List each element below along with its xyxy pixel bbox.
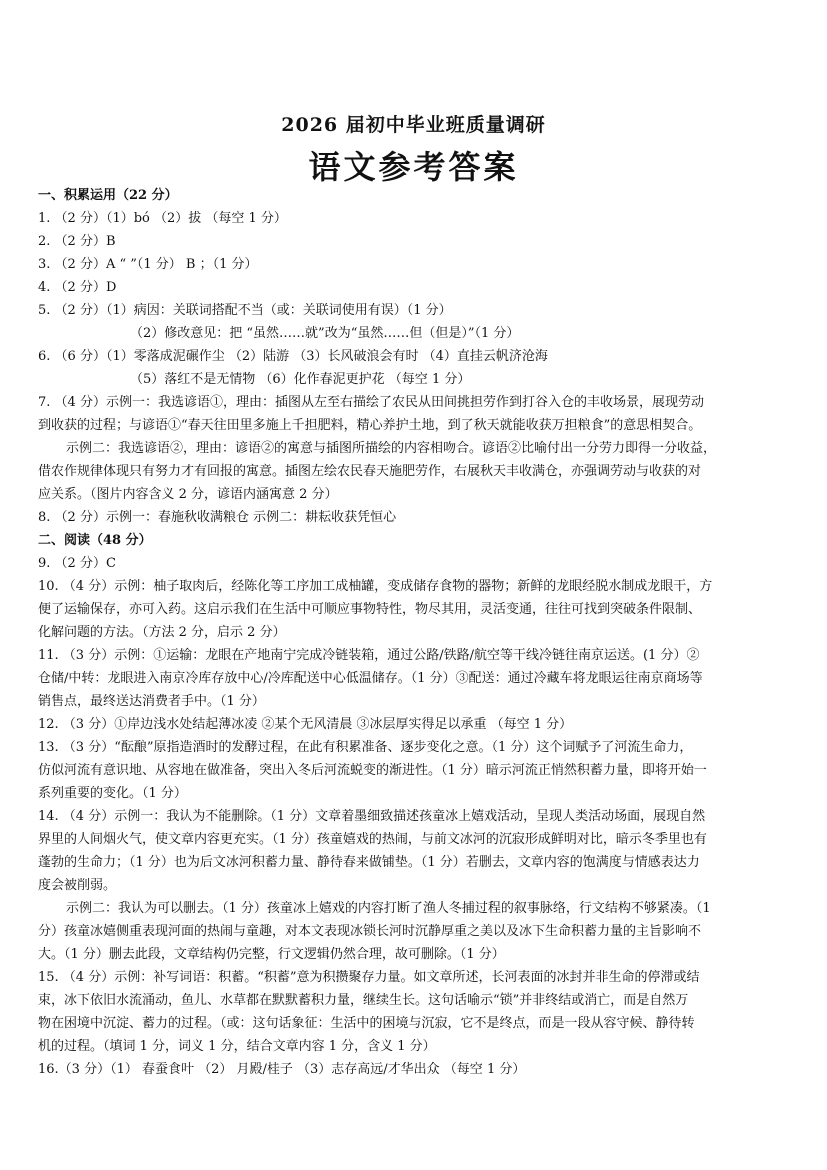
- answer-line: （2）修改意见：把 “虽然……就”改为“虽然……但（但是）”（1 分）: [130, 326, 520, 341]
- answer-line: 7. （4 分）示例一：我选谚语①，理由：插图从左至右描绘了农民从田间挑担劳作到打谷入仓的丰收场景，展现劳动: [38, 395, 704, 410]
- answer-line: 2. （2 分）B: [38, 234, 116, 249]
- answer-line: 束，冰下依旧水流涌动，鱼儿、水草都在默默蓄积力量，继续生长。这句话喻示“锁”并非终结或消亡，而是自然万: [38, 993, 689, 1008]
- answer-line: （5）落红不是无情物 （6）化作春泥更护花 （每空 1 分）: [130, 372, 471, 387]
- answer-line: 13. （3 分）“酝酿”原指造酒时的发酵过程，在此有积累准备、逐步变化之意。（1 分）这个词赋予了河流生命力，: [38, 740, 693, 755]
- answer-line: 化解问题的方法。（方法 2 分，启示 2 分）: [38, 625, 286, 640]
- answer-line: 9. （2 分）C: [38, 556, 116, 571]
- answer-line: 4. （2 分）D: [38, 280, 117, 295]
- answer-line: 5. （2 分）（1）病因：关联词搭配不当（或：关联词使用有误）（1 分）: [38, 303, 452, 318]
- answer-line: 分）孩童冰嬉侧重表现河面的热闹与童趣，对本文表现冰锁长河时沉静厚重之美以及冰下生命积蓄力量的主旨影响不: [38, 924, 702, 939]
- answer-line: 物在困境中沉淀、蓄力的过程。（或：这句话象征：生活中的困境与沉寂，它不是终点，而是一段从容守候、静待转: [38, 1016, 695, 1031]
- answer-line: 示例二：我选谚语②，理由：谚语②的寓意与插图所描绘的内容相吻合。谚语②比喻付出一分劳力即得一分收益，: [66, 441, 717, 456]
- answer-line: 8. （2 分）示例一：春施秋收满粮仓 示例二：耕耘收获凭恒心: [38, 510, 397, 525]
- answer-line: 3. （2 分）A “ ”（1 分） B ；（1 分）: [38, 257, 258, 272]
- answer-line: 度会被削弱。: [38, 878, 117, 893]
- answer-line: 6. （6 分）（1）零落成泥碾作尘 （2）陆游 （3）长风破浪会有时 （4）直挂云帆济沧海: [38, 349, 548, 364]
- answer-line: 系列重要的变化。（1 分）: [38, 786, 187, 801]
- answer-line: 16.（3 分）（1） 春蚕食叶 （2） 月殿/桂子 （3）志存高远/才华出众 （每空 1 分）: [38, 1062, 526, 1077]
- answer-line: 大。（1 分）删去此段，文章结构仍完整，行文逻辑仍然合理，故可删除。（1 分）: [38, 947, 505, 962]
- section-heading: 二、阅读（48 分）: [38, 533, 152, 548]
- answer-line: 1. （2 分）（1）bó （2）拔 （每空 1 分）: [38, 211, 287, 226]
- answer-line: 机的过程。（填词 1 分，词义 1 分，结合文章内容 1 分，含义 1 分）: [38, 1039, 436, 1054]
- answer-line: 应关系。（图片内容含义 2 分，谚语内涵寓意 2 分）: [38, 487, 338, 502]
- answer-line: 借农作规律体现只有努力才有回报的寓意。插图左绘农民春天施肥劳作，右展秋天丰收满仓，亦强调劳动与收获的对: [38, 464, 702, 479]
- answer-line: 仓储/中转：龙眼进入南京冷库存放中心/冷库配送中心低温储存。（1 分）③配送：通过冷藏车将龙眼运往南京商场等: [38, 671, 703, 686]
- answer-line: 仿似河流有意识地、从容地在做准备，突出入冬后河流蜕变的渐进性。（1 分）暗示河流正悄然积蓄力量，即将开始一: [38, 763, 707, 778]
- answer-line: 蓬勃的生命力；（1 分）也为后文冰河积蓄力量、静待春来做铺垫。（1 分）若删去，文章内容的饱满度与情感表达力: [38, 855, 700, 870]
- answer-line: 11. （3 分）示例：①运输：龙眼在产地南宁完成冷链装箱，通过公路/铁路/航空等干线冷链往南京运送。(1 分）②: [38, 648, 700, 663]
- answer-line: 示例二：我认为可以删去。（1 分）孩童冰上嬉戏的内容打断了渔人冬捕过程的叙事脉络，行文结构不够紧凑。（1: [66, 901, 711, 916]
- answer-line: 12. （3 分）①岸边浅水处结起薄冰凌 ②某个无风清晨 ③冰层厚实得足以承重 （每空 1 分）: [38, 717, 573, 732]
- answer-line: 界里的人间烟火气，使文章内容更充实。（1 分）孩童嬉戏的热闹，与前文冰河的沉寂形成鲜明对比，暗示冬季里也有: [38, 832, 707, 847]
- document-title: 语文参考答案: [308, 148, 519, 186]
- answer-line: 到收获的过程；与谚语①“春天往田里多施上千担肥料，精心养护土地，到了秋天就能收获万担粮食”的意思相契合。: [38, 418, 702, 433]
- answer-line: 10. （4 分）示例：柚子取肉后，经陈化等工序加工成柚罐，变成储存食物的器物；新鲜的龙眼经脱水制成龙眼干，方: [38, 579, 713, 594]
- section-heading: 一、积累运用（22 分）: [38, 188, 178, 203]
- answer-line: 15. （4 分）示例：补写词语：积蓄。“积蓄”意为积攒聚存力量。如文章所述，长河表面的冰封并非生命的停滞或结: [38, 970, 700, 985]
- answer-line: 14. （4 分）示例一：我认为不能删除。（1 分）文章着墨细致描述孩童冰上嬉戏活动，呈现人类活动场面，展现自然: [38, 809, 706, 824]
- exam-title: 2026 届初中毕业班质量调研: [281, 114, 546, 136]
- answer-body: [38, 184, 790, 1081]
- answer-line: 销售点，最终送达消费者手中。（1 分）: [38, 694, 265, 709]
- answer-line: 便了运输保存，亦可入药。这启示我们在生活中可顺应事物特性，物尽其用，灵活变通，往往可找到突破条件限制、: [38, 602, 702, 617]
